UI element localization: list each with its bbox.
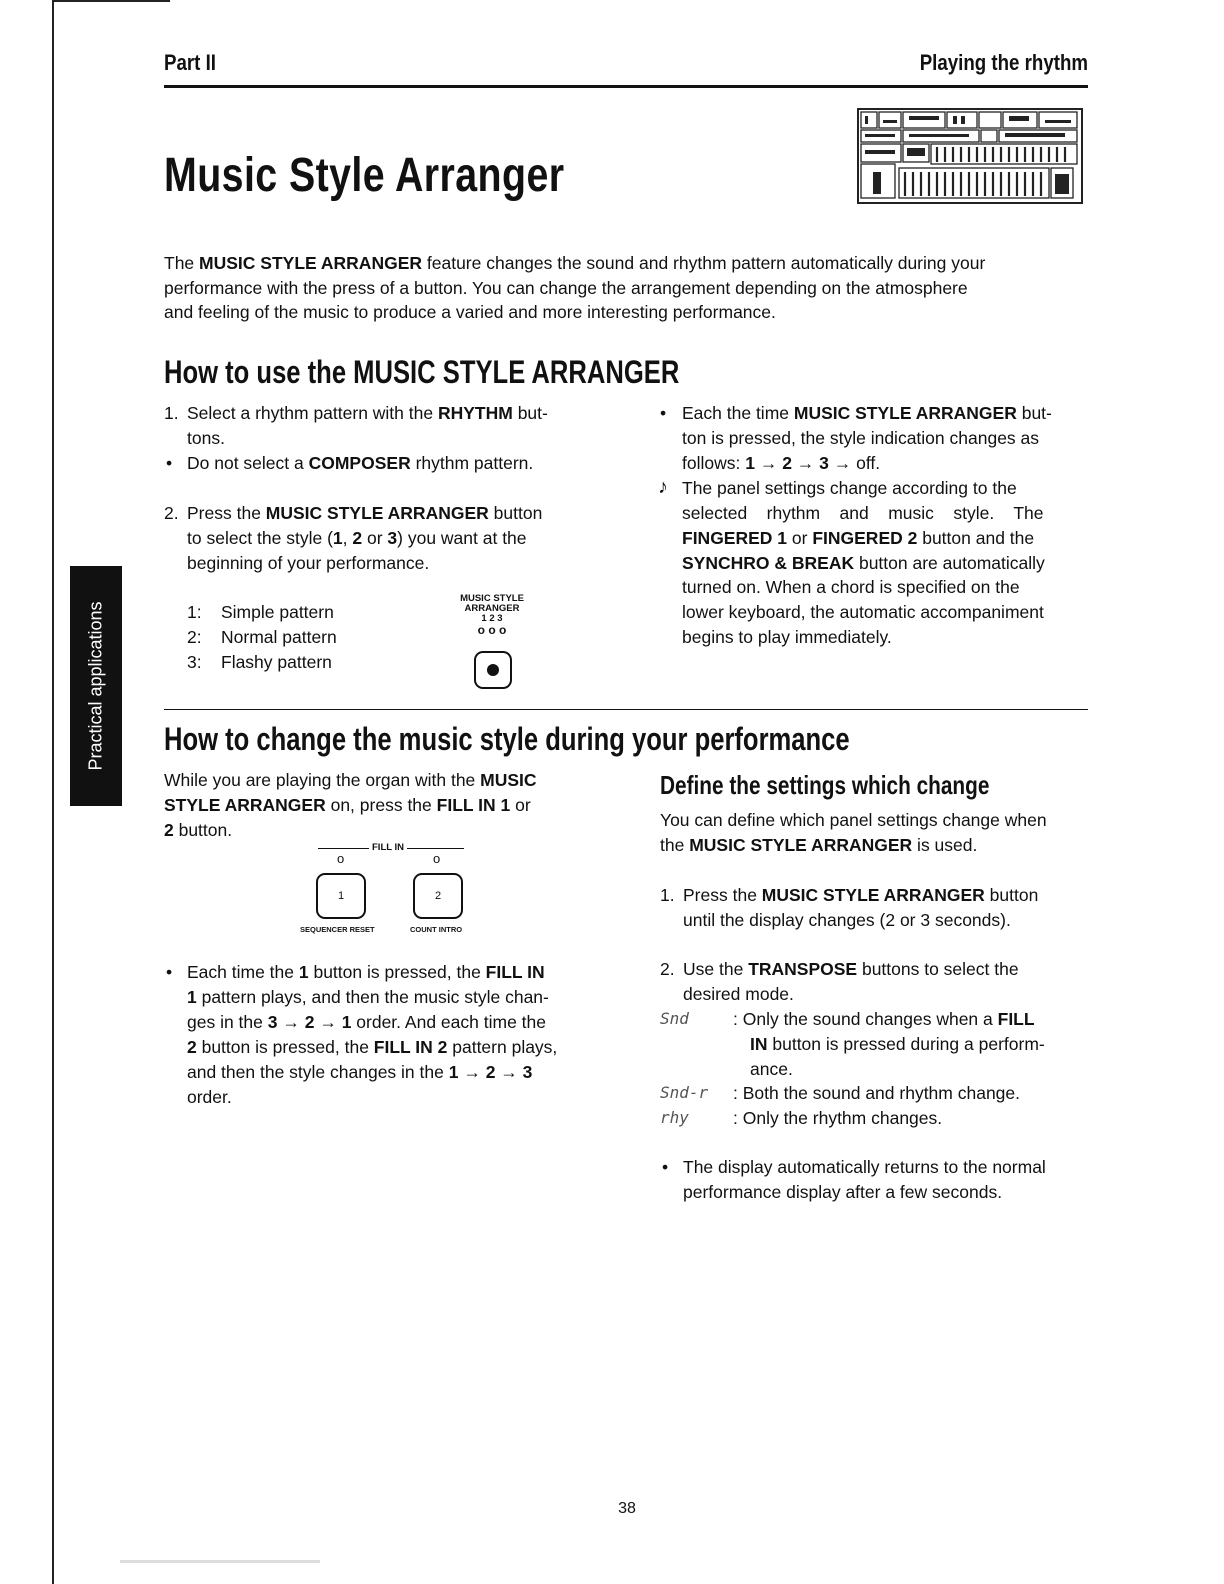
section-heading-how-to-use: How to use the MUSIC STYLE ARRANGER [164,354,680,390]
fill-in-2-button: 2 [413,873,463,919]
bullet: • [660,403,667,423]
mode-code-snd-r: Snd-r [660,1083,709,1102]
right-text-line: lower keyboard, the automatic accompaniment [682,602,1044,622]
sequencer-reset-label: SEQUENCER RESET [300,925,375,934]
page-number: 38 [618,1500,636,1517]
style-number: 1: [187,602,202,622]
left-text-line: 1 pattern plays, and then the music style chan- [187,987,549,1007]
step1-text-cont: tons. [187,428,225,448]
right-text-line: until the display changes (2 or 3 seconds). [683,910,1011,930]
right-text-line: desired mode. [683,984,794,1004]
style-number: 3: [187,652,202,672]
right-text-line: ton is pressed, the style indication changes as [682,428,1040,448]
page-title: Music Style Arranger [164,149,565,202]
step2-text: Press the MUSIC STYLE ARRANGER button [187,503,543,523]
style-label: Flashy pattern [221,652,332,672]
right-text-line: The panel settings change according to the [682,478,1017,498]
bullet: • [166,962,173,982]
step-number: 2. [660,959,675,979]
fill-in-label: FILL IN [369,842,407,853]
step-number: 1. [660,885,675,905]
mode-description: : Only the rhythm changes. [733,1108,943,1128]
step-number: 1. [164,403,179,423]
mode-description: ance. [750,1059,793,1079]
bullet: • [662,1157,669,1177]
right-text-line: turned on. When a chord is specified on the [682,577,1020,597]
left-text-line: ges in the 3 → 2 → 1 order. And each time the [187,1012,546,1032]
bullet-composer-note: Do not select a COMPOSER rhythm pattern. [187,453,534,473]
right-text-line: SYNCHRO & BREAK button are automatically [682,553,1045,573]
panel-diagram [859,110,1081,202]
intro-paragraph: The MUSIC STYLE ARRANGER feature changes the sound and rhythm pattern automatically during your performance with the press of a button. You can change the arrangement depending on the atmosphere and feeling of the music to produce a varied and more interesting performance. [164,253,986,323]
side-tab [70,566,122,806]
subheading-define-settings: Define the settings which change [660,770,990,800]
left-text-line: 2 button. [164,820,233,840]
step-number: 2. [164,503,179,523]
right-text-line: Press the MUSIC STYLE ARRANGER button [683,885,1039,905]
left-text-line: While you are playing the organ with the MUSIC [164,770,537,790]
mode-code-rhy: rhy [660,1108,689,1127]
left-text-line: Each time the 1 button is pressed, the FILL IN [187,962,545,982]
right-text-line: the MUSIC STYLE ARRANGER is used. [660,835,978,855]
scan-edge-left [52,0,54,1584]
right-text-line: You can define which panel settings change when [660,810,1047,830]
style-label: Normal pattern [221,627,337,647]
right-text-line: follows: 1 → 2 → 3 → off. [682,453,881,473]
step2-text-cont: to select the style (1, 2 or 3) you want at the [187,528,527,548]
left-text-line: 2 button is pressed, the FILL IN 2 pattern plays, [187,1037,558,1057]
fill-in-1-button: 1 [316,873,366,919]
right-text-line: FINGERED 1 or FINGERED 2 button and the [682,528,1035,548]
bullet: • [166,453,173,473]
button-dot-icon [487,664,499,676]
style-label: Simple pattern [221,602,334,622]
note-icon: ♪ [658,476,668,498]
led-indicator: o [337,851,345,866]
led-indicator: o [433,851,441,866]
right-text-line: The display automatically returns to the normal [683,1157,1046,1177]
step1-text: Select a rhythm pattern with the RHYTHM but- [187,403,548,423]
step2-text-end: beginning of your performance. [187,553,430,573]
music-style-arranger-button [474,651,512,689]
style-number: 2: [187,627,202,647]
right-text-line: Use the TRANSPOSE buttons to select the [683,959,1019,979]
side-tab-label: Practical applications [85,601,106,771]
control-panel-illustration [857,108,1083,204]
right-text-line: performance display after a few seconds. [683,1182,1003,1202]
right-text-line: begins to play immediately. [682,627,892,647]
left-text-line: order. [187,1087,232,1107]
scan-edge-bottom [120,1560,320,1563]
mode-description: IN button is pressed during a perform- [750,1034,1045,1054]
left-text-line: STYLE ARRANGER on, press the FILL IN 1 or [164,795,531,815]
mode-code-snd: Snd [660,1009,689,1028]
section-divider [164,709,1088,710]
header-part: Part II [164,50,216,75]
mode-description: : Only the sound changes when a FILL [733,1009,1035,1029]
right-text-line: Each the time MUSIC STYLE ARRANGER but- [682,403,1052,423]
left-text-line: and then the style changes in the 1 → 2 → 3 [187,1062,533,1082]
mode-description: : Both the sound and rhythm change. [733,1083,1020,1103]
section-heading-change-style: How to change the music style during your performance [164,721,850,757]
header-chapter: Playing the rhythm [919,50,1088,75]
music-style-arranger-label: MUSIC STYLE ARRANGER 1 2 3 o o o [460,593,524,637]
header-rule [164,85,1088,88]
count-intro-label: COUNT INTRO [410,925,463,934]
right-text-line: selected rhythm and music style. The [682,503,1044,523]
scan-edge-top [52,0,170,2]
